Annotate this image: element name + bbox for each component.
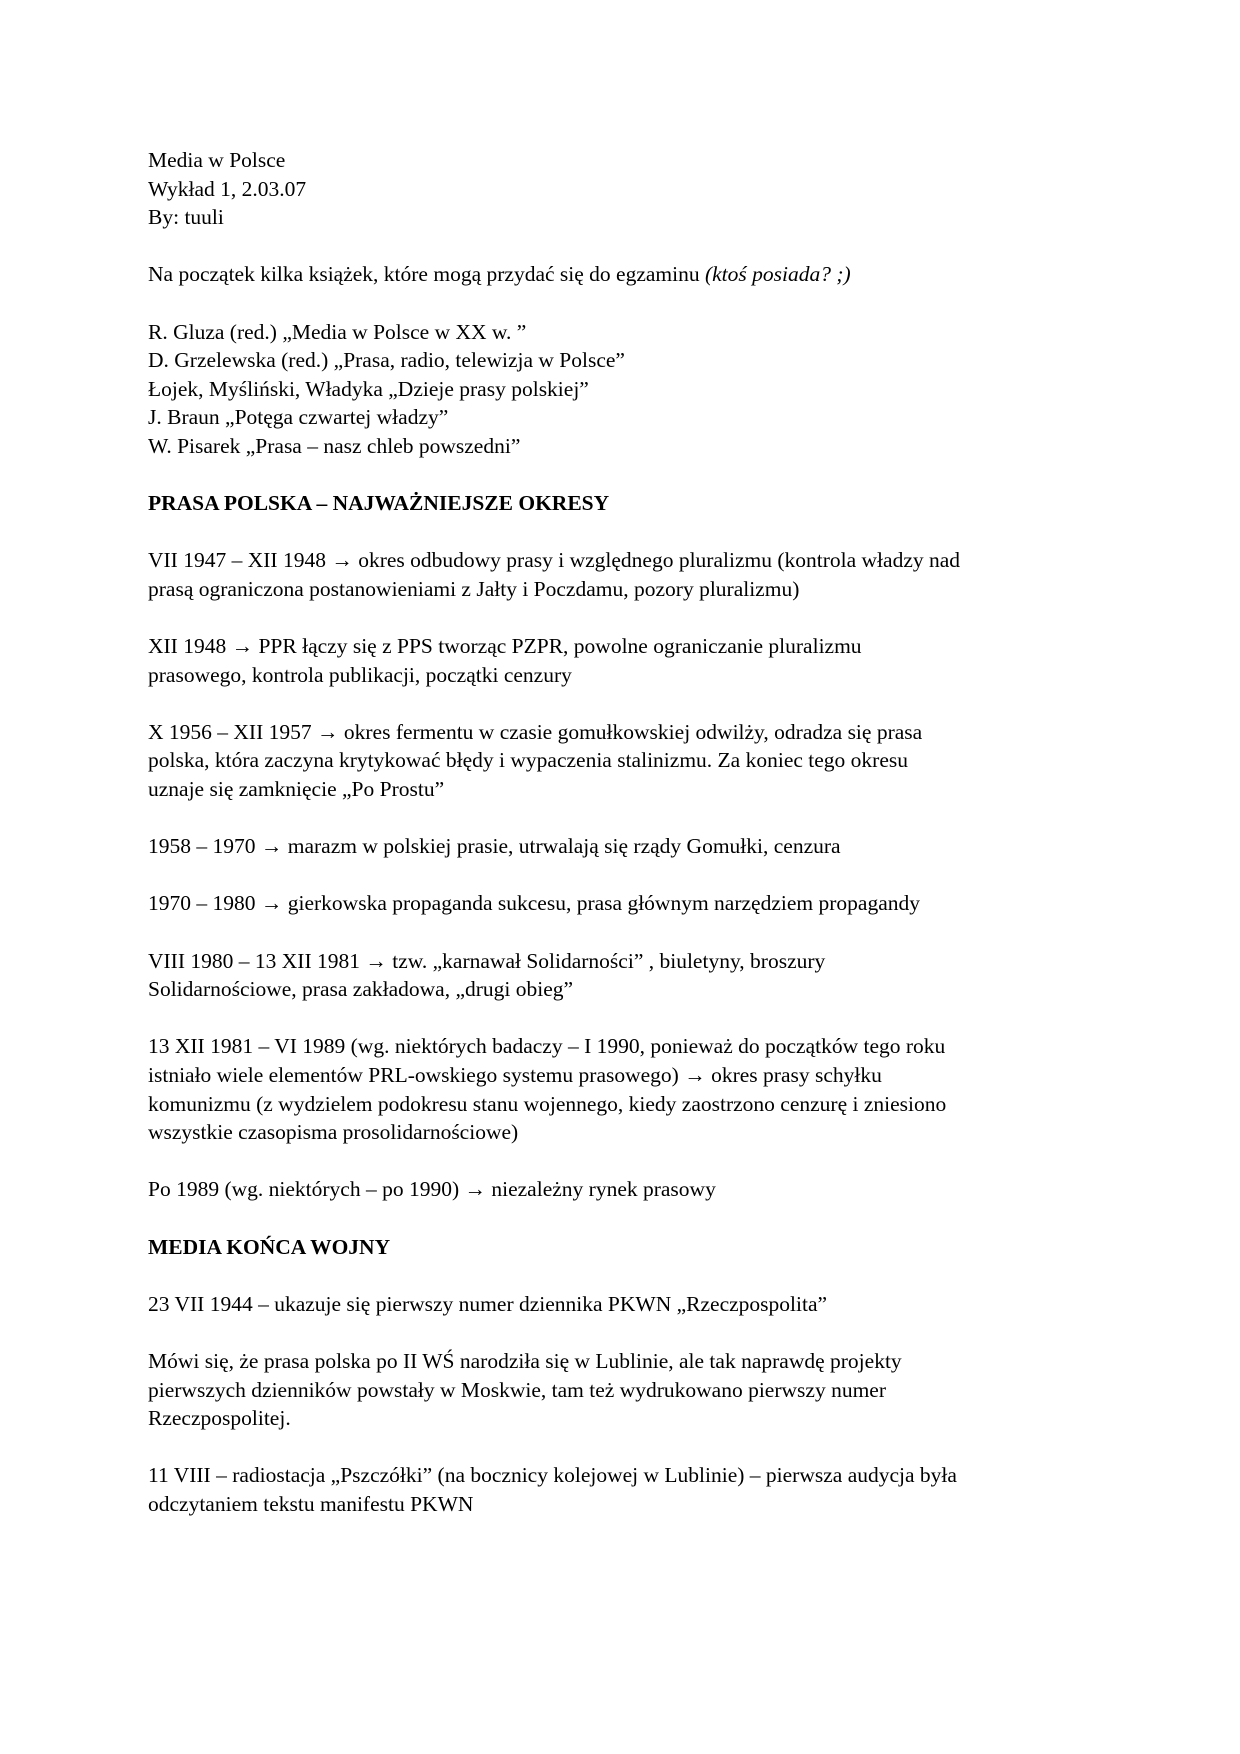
book-item: Łojek, Myśliński, Władyka „Dzieje prasy polskiej” xyxy=(148,376,589,401)
body-paragraph xyxy=(148,1461,1098,1518)
period-paragraph xyxy=(148,1032,1098,1146)
text-line: polska, która zaczyna krytykować błędy i wypaczenia stalinizmu. Za koniec tego okresu xyxy=(148,748,908,773)
text-line: wszystkie czasopisma prosolidarnościowe) xyxy=(148,1120,519,1145)
document-page xyxy=(148,146,1098,1547)
text-line: XII 1948 → PPR łączy się z PPS tworząc PZPR, powolne ograniczanie pluralizmu xyxy=(148,634,862,659)
period-paragraph xyxy=(148,947,1098,1004)
text-line: uznaje się zamknięcie „Po Prostu” xyxy=(148,777,445,802)
period-paragraph xyxy=(148,1175,1098,1204)
book-item: W. Pisarek „Prasa – nasz chleb powszedni” xyxy=(148,433,521,458)
text-line: 13 XII 1981 – VI 1989 (wg. niektórych badaczy – I 1990, ponieważ do początków tego roku xyxy=(148,1034,946,1059)
text-line: Po 1989 (wg. niektórych – po 1990) → niezależny rynek prasowy xyxy=(148,1177,716,1202)
book-item: D. Grzelewska (red.) „Prasa, radio, telewizja w Polsce” xyxy=(148,348,625,373)
text-line: 11 VIII – radiostacja „Pszczółki” (na bocznicy kolejowej w Lublinie) – pierwsza audycja była xyxy=(148,1463,957,1488)
text-line: Solidarnościowe, prasa zakładowa, „drugi obieg” xyxy=(148,977,574,1002)
text-line: VII 1947 – XII 1948 → okres odbudowy prasy i względnego pluralizmu (kontrola władzy nad xyxy=(148,548,961,573)
text-line: odczytaniem tekstu manifestu PKWN xyxy=(148,1491,474,1516)
text-line: X 1956 – XII 1957 → okres fermentu w czasie gomułkowskiej odwilży, odradza się prasa xyxy=(148,719,923,744)
lecture-info: Wykład 1, 2.03.07 xyxy=(148,176,307,201)
period-paragraph xyxy=(148,546,1098,603)
document-title: Media w Polsce xyxy=(148,148,286,172)
body-paragraph xyxy=(148,1290,1098,1319)
section-heading: MEDIA KOŃCA WOJNY xyxy=(148,1234,391,1259)
text-line: 1958 – 1970 → marazm w polskiej prasie, utrwalają się rządy Gomułki, cenzura xyxy=(148,834,841,859)
book-list xyxy=(148,318,1098,461)
period-paragraph xyxy=(148,889,1098,918)
section-heading: PRASA POLSKA – NAJWAŻNIEJSZE OKRESY xyxy=(148,491,610,516)
intro-aside: (ktoś posiada? ;) xyxy=(704,262,851,287)
period-paragraph xyxy=(148,832,1098,861)
intro-paragraph xyxy=(148,260,1098,289)
period-paragraph xyxy=(148,718,1098,804)
book-item: R. Gluza (red.) „Media w Polsce w XX w. ” xyxy=(148,319,527,344)
document-header xyxy=(148,146,1098,232)
text-line: istniało wiele elementów PRL-owskiego systemu prasowego) → okres prasy schyłku xyxy=(148,1063,882,1087)
body-paragraph xyxy=(148,1347,1098,1433)
text-line: prasowego, kontrola publikacji, początki cenzury xyxy=(148,662,572,687)
author-line: By: tuuli xyxy=(148,205,224,230)
text-line: komunizmu (z wydzielem podokresu stanu wojennego, kiedy zaostrzono cenzurę i zniesiono xyxy=(148,1091,947,1116)
book-item: J. Braun „Potęga czwartej władzy” xyxy=(148,405,449,430)
text-line: Mówi się, że prasa polska po II WŚ narodziła się w Lublinie, ale tak naprawdę projekty xyxy=(148,1348,902,1373)
text-line: Rzeczpospolitej. xyxy=(148,1406,291,1431)
text-line: pierwszych dzienników powstały w Moskwie, tam też wydrukowano pierwszy numer xyxy=(148,1377,886,1402)
period-paragraph xyxy=(148,632,1098,689)
intro-text: Na początek kilka książek, które mogą przydać się do egzaminu xyxy=(148,262,705,287)
text-line: 23 VII 1944 – ukazuje się pierwszy numer dziennika PKWN „Rzeczpospolita” xyxy=(148,1291,828,1316)
text-line: VIII 1980 – 13 XII 1981 → tzw. „karnawał Solidarności” , biuletyny, broszury xyxy=(148,948,826,973)
text-line: prasą ograniczona postanowieniami z Jałty i Poczdamu, pozory pluralizmu) xyxy=(148,576,800,601)
text-line: 1970 – 1980 → gierkowska propaganda sukcesu, prasa głównym narzędziem propagandy xyxy=(148,891,920,916)
